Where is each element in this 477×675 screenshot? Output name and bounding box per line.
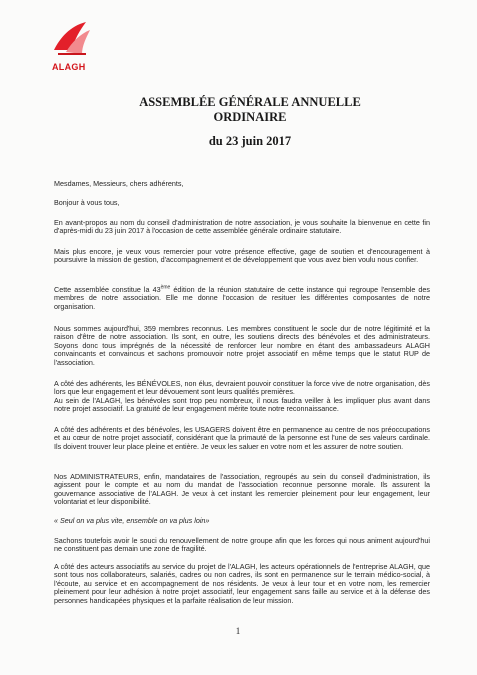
paragraph-text: En avant-propos au nom du conseil d'administration de notre association, je vous souhaite la bienvenue en cette fin d'après-midi du 23 juin 2017 à l'occasion de cette assemblée générale ordinaire statutaire. — [54, 218, 430, 236]
title-line-2: ORDINAIRE — [213, 110, 287, 124]
paragraph-text: Nous sommes aujourd'hui, 359 membres reconnus. Les membres constituent le socle dur de notre légitimité et la raison d'être de notre association. Ils sont, en outre, les soutiens directs des bénévoles et des administrateurs. Soyons donc tous imprégnés de la nécessité de renforcer leur nombre en étant des ambassadeurs ALAGH convaincants et convaincus et sachons promouvoir notre projet associatif en même temps que le statut RUP de l'association. — [54, 324, 430, 367]
paragraph-assembly — [54, 286, 430, 311]
paragraph-text: A côté des adhérents, les BÉNÉVOLES, non élus, devraient pouvoir constituer la force vive de notre organisation, dès lors que leur engagement et leur dévouement sont leurs qualités premières. — [54, 379, 430, 397]
paragraph-text: Mesdames, Messieurs, chers adhérents, — [54, 179, 184, 188]
paragraph-text: Sachons toutefois avoir le souci du renouvellement de notre groupe afin que les forces qui nous animent aujourd'hui ne constituent pas demain une zone de fragilité. — [54, 536, 430, 554]
paragraph-staff — [54, 563, 430, 605]
document-date: du 23 juin 2017 — [208, 134, 292, 148]
paragraph-administrators — [54, 473, 430, 507]
paragraph-text: Au sein de l'ALAGH, les bénévoles sont trop peu nombreux, il nous faudra veiller à les impliquer plus avant dans notre projet associatif. La gratuité de leur engagement mérite toute notre reconnaissance. — [54, 395, 430, 414]
paragraph-text: Bonjour à vous tous, — [54, 198, 120, 207]
paragraph-welcome — [54, 219, 430, 236]
alagh-logo-mark — [52, 20, 92, 58]
ordinal-suffix: ème — [160, 284, 171, 291]
alagh-logo — [52, 20, 96, 58]
paragraph-users — [54, 426, 430, 451]
quote — [54, 517, 430, 525]
paragraph-renewal — [54, 537, 430, 554]
paragraph-text: A côté des adhérents et des bénévoles, les USAGERS doivent être en permanence au centre de nos préoccupations et au cœur de notre projet associatif, considérant que la primauté de la personne est l'une de ses valeurs cardinale. Ils doivent trouver leur place pleine et entière. Je veux les saluer en votre nom et les assurer de notre soutien. — [54, 425, 430, 451]
paragraph-salutation — [54, 180, 430, 188]
paragraph-text-part: édition de la réunion statutaire de cette instance qui regroupe l'ensemble des membres de notre association. Elle me donne l'occasion de resituer les différentes composantes de notre organisation. — [54, 285, 430, 311]
paragraph-text: Mais plus encore, je veux vous remercier pour votre présence effective, gage de soutien et d'encouragement à poursuivre la mission de gestion, d'accompagnement et de développement que vous avez bien voulu nous confier. — [54, 247, 430, 265]
paragraph-volunteers — [54, 380, 430, 414]
quote-text: « Seul on va plus vite, ensemble on va plus loin» — [54, 516, 210, 525]
document-title — [100, 95, 400, 125]
paragraph-text — [54, 286, 430, 311]
paragraph-text-part: Cette assemblée constitue la 43 — [54, 285, 161, 294]
paragraph-text: A côté des acteurs associatifs au service du projet de l'ALAGH, les acteurs opérationnels de l'entreprise ALAGH, que sont tous nos collaborateurs, salariés, cadres ou non cadres, ils sont en permanence sur le terrain médico-social, à l'écoute, au service et en accompagnement de nos résidents. Je veux à leur tour et en votre nom, les remercier pleinement pour leur adhésion à notre projet associatif, leur engagement sans faille au service et à la défense des personnes handicapées physiques et la parfaite réalisation de leur mission. — [54, 562, 430, 605]
paragraph-members — [54, 325, 430, 367]
logo-text: ALAGH — [52, 62, 86, 72]
paragraph-text: Nos ADMINISTRATEURS, enfin, mandataires de l'association, regroupés au sein du conseil d'administration, ils agissent pour le compte et au nom du mandat de l'association reconnue personne morale. Ils assurent la gouvernance associative de l'ALAGH. Je veux à cet instant les remercier pleinement pour leur engagement, leur volontariat et leur disponibilité. — [54, 472, 430, 507]
paragraph-greeting — [54, 199, 430, 207]
title-line-1: ASSEMBLÉE GÉNÉRALE ANNUELLE — [139, 95, 361, 109]
page-number: 1 — [235, 626, 241, 636]
paragraph-thanks — [54, 248, 430, 265]
